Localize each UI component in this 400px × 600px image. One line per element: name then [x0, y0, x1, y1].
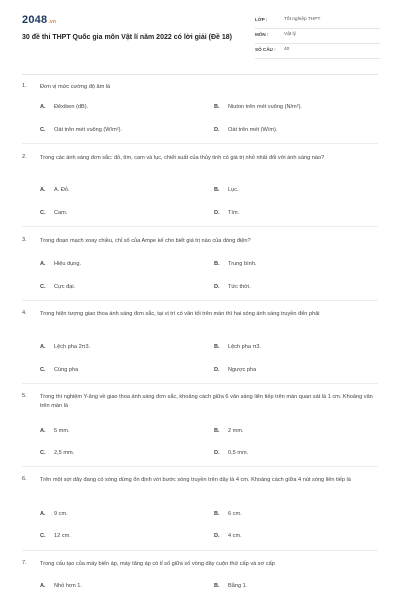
- option-letter: A.: [40, 104, 46, 110]
- option-letter: C.: [40, 127, 46, 133]
- question-divider: [22, 550, 378, 551]
- header: [0, 0, 400, 70]
- option-text: Nhỏ hơn 1.: [54, 583, 82, 589]
- option-text: Hiệu dụng.: [54, 261, 82, 267]
- meta-count: [255, 44, 380, 59]
- option-a[interactable]: [40, 511, 68, 517]
- question-divider: [22, 226, 378, 227]
- option-letter: A.: [40, 344, 46, 350]
- meta-value: 40: [284, 47, 290, 52]
- logo-suffix: .vn: [48, 19, 57, 25]
- question-number: 7.: [22, 560, 27, 566]
- option-letter: B.: [214, 261, 220, 267]
- option-letter: A.: [40, 428, 46, 434]
- option-text: A. Đỏ.: [54, 187, 70, 193]
- exam-title: 30 đề thi THPT Quốc gia môn Vật lí năm 2022 có lời giải (Đề 18): [22, 34, 232, 41]
- question-text: Trên một sợi dây đang có sóng dừng ổn định với bước sóng truyền trên dây là 4 cm. Khoảng cách giữa 4 nút sóng liên tiếp là: [40, 477, 351, 483]
- option-text: 2,5 mm.: [54, 450, 75, 456]
- option-text: Oát trên mét vuông (W/m²).: [54, 127, 123, 133]
- option-b[interactable]: [214, 344, 261, 350]
- meta-class: [255, 14, 380, 29]
- question-text: Trong cấu tạo của máy biến áp, máy tăng áp có tỉ số giữa số vòng dây cuộn thứ cấp và sơ cấp: [40, 561, 275, 567]
- meta-label: LỚP :: [255, 17, 268, 22]
- option-text: Oát trên mét (W/m).: [228, 127, 278, 133]
- question-divider: [22, 300, 378, 301]
- option-text: Tím.: [228, 210, 240, 216]
- option-text: 0,5 mm.: [228, 450, 249, 456]
- question-number: 6.: [22, 476, 27, 482]
- option-text: Lục.: [228, 187, 239, 193]
- option-letter: B.: [214, 583, 220, 589]
- question-number: 2.: [22, 154, 27, 160]
- option-letter: D.: [214, 127, 220, 133]
- option-c[interactable]: [40, 284, 75, 290]
- exam-meta: [255, 14, 380, 59]
- question-text: Đơn vị mức cường độ âm là: [40, 84, 111, 90]
- option-text: Cùng pha: [54, 367, 79, 373]
- option-text: 4 cm.: [228, 533, 242, 539]
- site-logo[interactable]: [22, 14, 56, 26]
- option-letter: D.: [214, 450, 220, 456]
- option-text: Lệch pha π3.: [228, 344, 262, 350]
- option-letter: D.: [214, 367, 220, 373]
- option-c[interactable]: [40, 127, 122, 133]
- option-b[interactable]: [214, 187, 239, 193]
- option-d[interactable]: [214, 127, 277, 133]
- option-letter: D.: [214, 284, 220, 290]
- option-text: Lệch pha 2π3.: [54, 344, 91, 350]
- option-d[interactable]: [214, 533, 242, 539]
- question-number: 3.: [22, 237, 27, 243]
- header-divider: [22, 74, 378, 75]
- meta-value: Vật lý: [284, 32, 296, 37]
- option-text: Cực đại.: [54, 284, 76, 290]
- question-divider: [22, 383, 378, 384]
- meta-value: Tốt nghiệp THPT: [284, 17, 321, 22]
- question-text: Trong đoạn mạch xoay chiều, chỉ số của Ampe kế cho biết giá trị nào của dòng điện?: [40, 238, 251, 244]
- question-number: 1.: [22, 83, 27, 89]
- option-letter: B.: [214, 187, 220, 193]
- option-text: Đêxiben (dB).: [54, 104, 89, 110]
- option-b[interactable]: [214, 104, 302, 110]
- option-d[interactable]: [214, 284, 251, 290]
- meta-label: SỐ CÂU :: [255, 47, 276, 52]
- option-d[interactable]: [214, 450, 248, 456]
- option-text: Ngược pha: [228, 367, 257, 373]
- option-c[interactable]: [40, 450, 74, 456]
- option-b[interactable]: [214, 511, 242, 517]
- meta-subject: [255, 29, 380, 44]
- option-text: Trung bình.: [228, 261, 257, 267]
- option-c[interactable]: [40, 367, 78, 373]
- option-d[interactable]: [214, 367, 256, 373]
- option-letter: D.: [214, 533, 220, 539]
- option-letter: C.: [40, 450, 46, 456]
- option-letter: C.: [40, 210, 46, 216]
- option-text: Bằng 1.: [228, 583, 248, 589]
- option-text: Niuton trên mét vuông (N/m²).: [228, 104, 302, 110]
- option-text: 12 cm.: [54, 533, 71, 539]
- option-d[interactable]: [214, 210, 239, 216]
- option-text: Cam.: [54, 210, 68, 216]
- question-divider: [22, 466, 378, 467]
- option-a[interactable]: [40, 187, 70, 193]
- option-a[interactable]: [40, 261, 81, 267]
- option-text: 2 mm.: [228, 428, 244, 434]
- question-text: Trong thí nghiệm Y-âng về giao thoa ánh sáng đơn sắc, khoảng cách giữa 6 vân sáng liên tiếp trên màn quan sát là 1 cm. Khoảng vân trên màn là: [40, 394, 373, 409]
- question-divider: [22, 143, 378, 144]
- option-b[interactable]: [214, 261, 256, 267]
- option-letter: A.: [40, 261, 46, 267]
- option-text: 6 cm.: [228, 511, 242, 517]
- option-letter: B.: [214, 511, 220, 517]
- option-letter: B.: [214, 344, 220, 350]
- question-text: Trong các ánh sáng đơn sắc: đỏ, tím, cam và lục, chiết suất của thủy tinh có giá trị nhỏ nhất đối với ánh sáng nào?: [40, 155, 325, 161]
- question-text: Trong hiện tượng giao thoa ánh sáng đơn sắc, tại vị trí có vân tối trên màn thì hai sóng ánh sáng truyền đến phải: [40, 311, 320, 317]
- option-letter: A.: [40, 583, 46, 589]
- option-letter: B.: [214, 428, 220, 434]
- option-b[interactable]: [214, 428, 244, 434]
- logo-text: 2048: [22, 14, 48, 26]
- option-text: 5 mm.: [54, 428, 70, 434]
- option-a[interactable]: [40, 104, 88, 110]
- question-number: 4.: [22, 310, 27, 316]
- option-b[interactable]: [214, 583, 247, 589]
- option-c[interactable]: [40, 210, 67, 216]
- option-text: Tức thời.: [228, 284, 251, 290]
- option-c[interactable]: [40, 533, 71, 539]
- meta-label: MÔN :: [255, 32, 269, 37]
- option-a[interactable]: [40, 583, 82, 589]
- option-a[interactable]: [40, 428, 70, 434]
- option-a[interactable]: [40, 344, 90, 350]
- option-letter: A.: [40, 187, 46, 193]
- option-text: 9 cm.: [54, 511, 68, 517]
- option-letter: C.: [40, 533, 46, 539]
- option-letter: C.: [40, 284, 46, 290]
- option-letter: C.: [40, 367, 46, 373]
- option-letter: D.: [214, 210, 220, 216]
- option-letter: B.: [214, 104, 220, 110]
- question-number: 5.: [22, 393, 27, 399]
- option-letter: A.: [40, 511, 46, 517]
